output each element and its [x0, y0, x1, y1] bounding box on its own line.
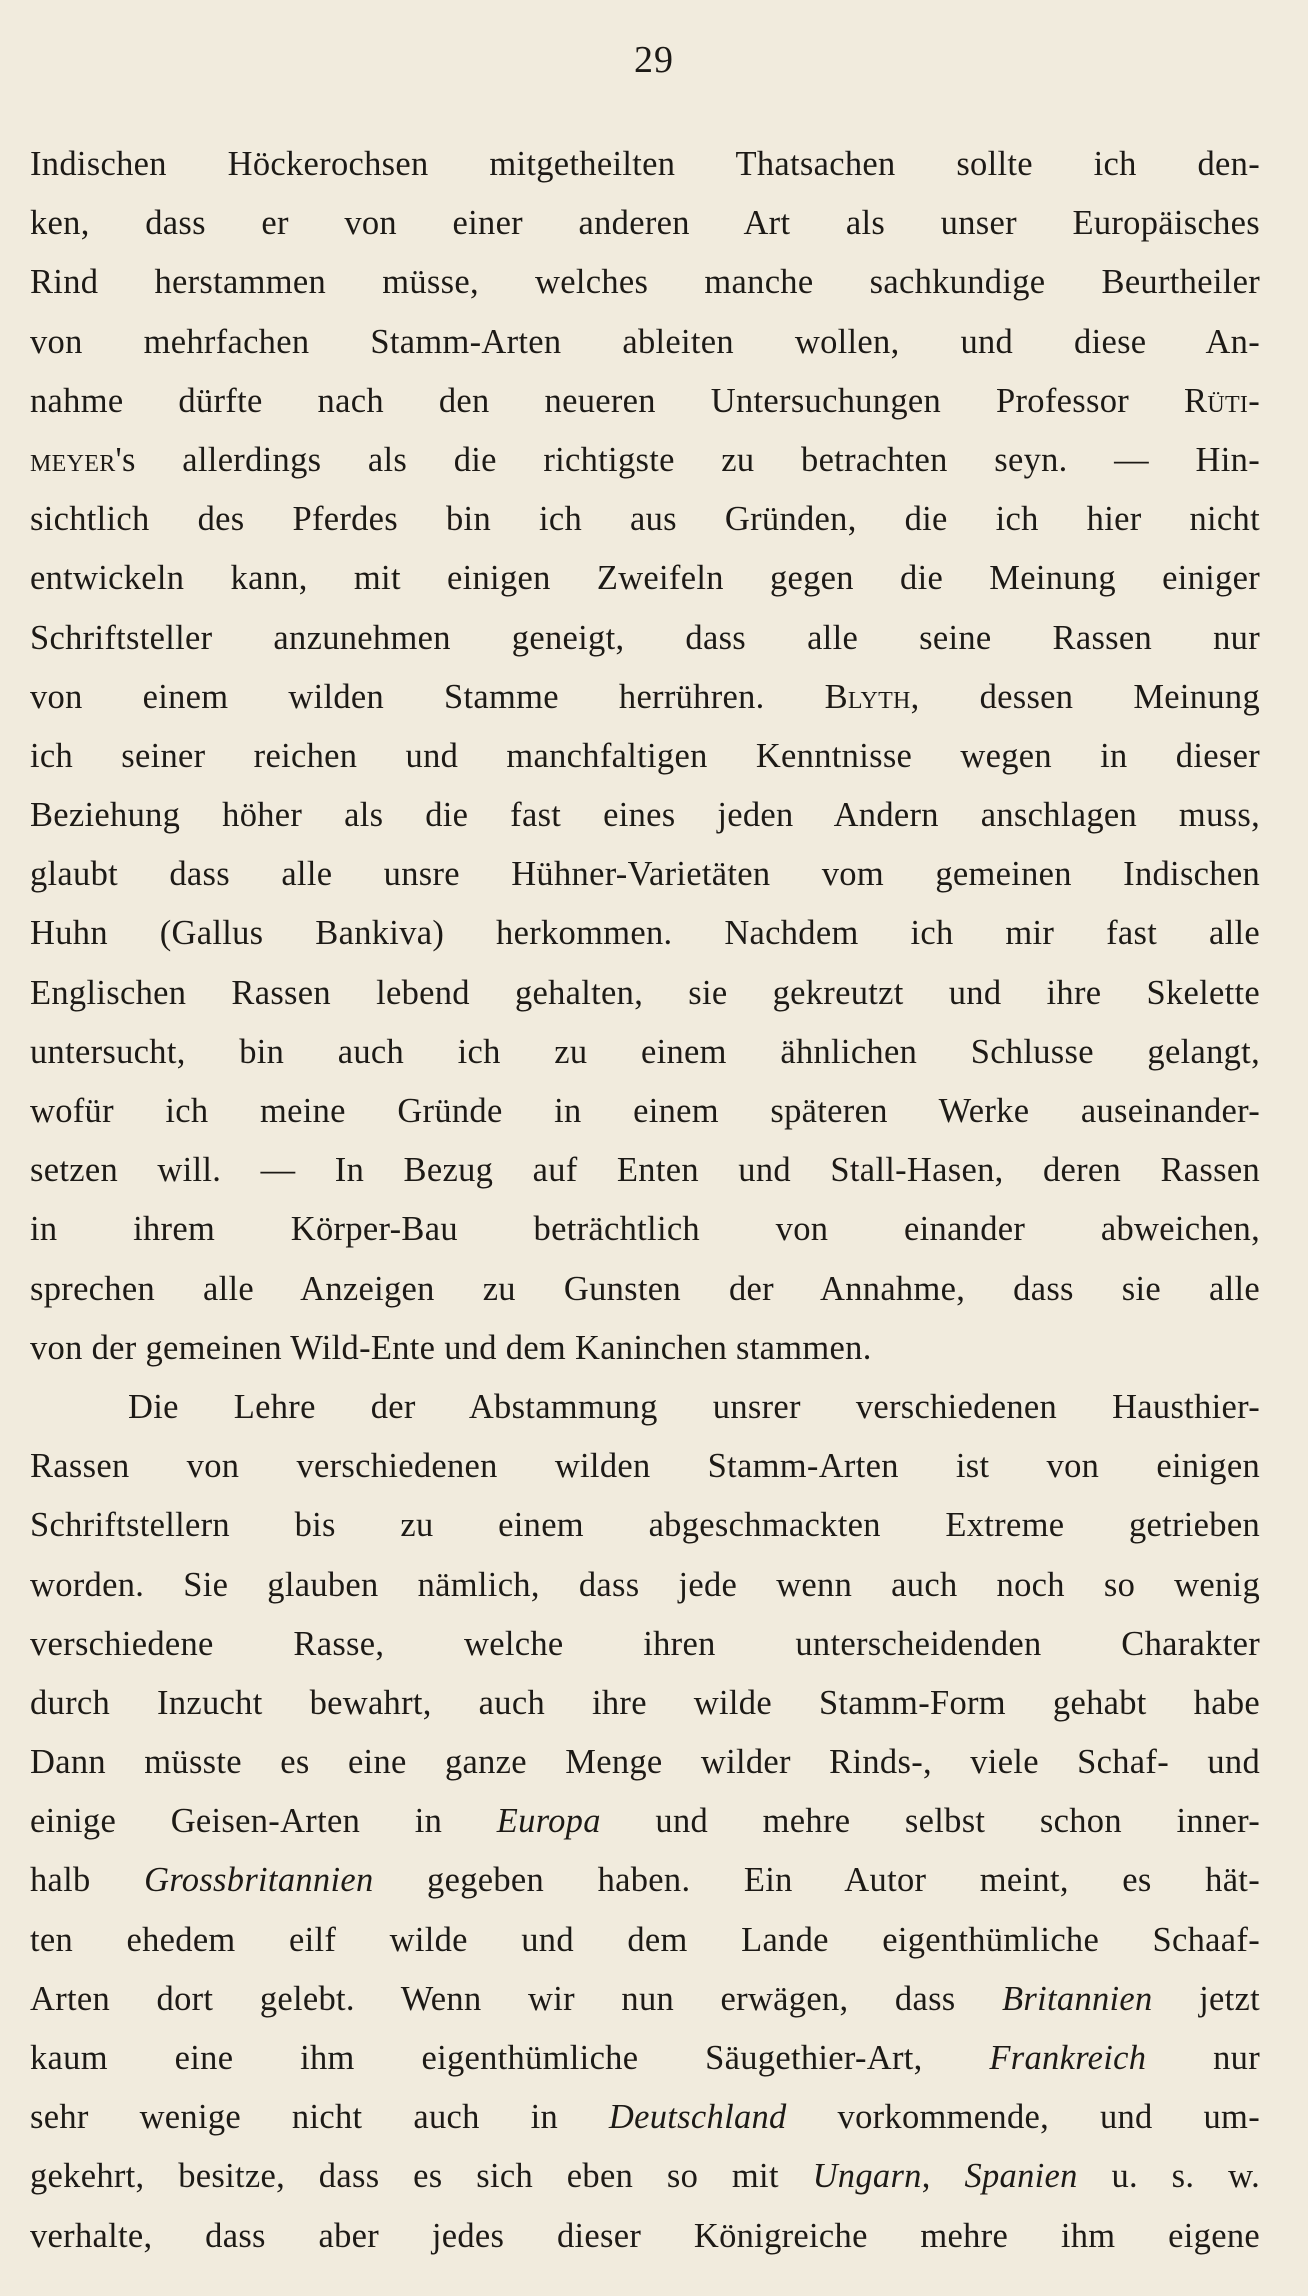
text-segment: Beziehung höher als die fast eines jeden Andern anschlagen muss, — [30, 796, 1260, 835]
text-line — [30, 135, 1260, 194]
text-segment: Schriftsteller anzunehmen geneigt, dass alle seine Rassen nur — [30, 618, 1260, 657]
text-segment: sprechen alle Anzeigen zu Gunsten der Annahme, dass sie alle — [30, 1269, 1260, 1308]
italic-text: Europa — [496, 1802, 601, 1841]
italic-text: Ungarn — [812, 2157, 922, 2196]
text-line — [30, 1260, 1260, 1319]
text-segment: , — [921, 2157, 965, 2196]
text-line — [30, 2088, 1260, 2147]
italic-text: Grossbritannien — [144, 1861, 374, 1900]
text-segment: sehr wenige nicht auch in — [30, 2098, 609, 2137]
text-segment: Dann müsste es eine ganze Menge wilder Rinds-, viele Schaf- und — [30, 1743, 1260, 1782]
text-line — [30, 964, 1260, 1023]
text-segment: von mehrfachen Stamm-Arten ableiten wollen, und diese An- — [30, 322, 1260, 361]
text-line — [30, 1023, 1260, 1082]
text-line — [30, 2207, 1260, 2266]
text-line — [30, 253, 1260, 312]
text-segment: worden. Sie glauben nämlich, dass jede wenn auch noch so wenig — [30, 1565, 1260, 1604]
text-segment: Rassen von verschiedenen wilden Stamm-Arten ist von einigen — [30, 1447, 1260, 1486]
text-segment: glaubt dass alle unsre Hühner-Varietäten vom gemeinen Indischen — [30, 855, 1260, 894]
text-segment: nahme dürfte nach den neueren Untersuchungen Professor — [30, 381, 1185, 420]
text-segment: einige Geisen-Arten in — [30, 1802, 497, 1841]
text-line — [30, 1615, 1260, 1674]
text-segment: 's allerdings als die richtigste zu betrachten seyn. — Hin- — [115, 440, 1260, 479]
text-segment: von einem wilden Stamme herrühren. — [30, 677, 825, 716]
text-segment: u. s. w. — [1077, 2157, 1260, 2196]
text-segment: Indischen Höckerochsen mitgetheilten Thatsachen sollte ich den- — [30, 145, 1260, 183]
body-text — [30, 135, 1260, 2266]
text-segment: jetzt — [1152, 1979, 1260, 2018]
italic-text: Deutschland — [608, 2098, 787, 2137]
text-line — [30, 1437, 1260, 1496]
text-segment: gekehrt, besitze, dass es sich eben so mit — [30, 2157, 813, 2196]
italic-text: Britannien — [1002, 1979, 1153, 2018]
text-segment: nur — [1146, 2039, 1260, 2077]
text-line — [30, 1496, 1260, 1555]
text-line — [30, 1141, 1260, 1200]
small-caps-name: Blyth — [824, 677, 911, 716]
text-segment: Rind herstammen müsse, welches manche sachkundige Beurtheiler — [30, 263, 1260, 302]
small-caps-name: meyer — [30, 440, 116, 479]
text-line — [30, 1792, 1260, 1851]
text-line — [30, 372, 1260, 431]
text-line — [30, 490, 1260, 549]
text-segment: Englischen Rassen lebend gehalten, sie gekreutzt und ihre Skelette — [30, 973, 1260, 1012]
text-segment: kaum eine ihm eigenthümliche Säugethier-Art, — [30, 2039, 990, 2077]
italic-text: Frankreich — [989, 2039, 1147, 2077]
text-line — [30, 313, 1260, 372]
text-segment: in ihrem Körper-Bau beträchtlich von einander abweichen, — [30, 1210, 1260, 1249]
text-segment: untersucht, bin auch ich zu einem ähnlichen Schlusse gelangt, — [30, 1032, 1260, 1071]
text-line — [30, 1200, 1260, 1259]
text-line — [30, 904, 1260, 963]
text-line — [30, 1674, 1260, 1733]
text-segment: , dessen Meinung — [910, 677, 1260, 716]
text-segment: Schriftstellern bis zu einem abgeschmackten Extreme getrieben — [30, 1506, 1260, 1545]
text-segment: setzen will. — In Bezug auf Enten und Stall-Hasen, deren Rassen — [30, 1151, 1260, 1190]
text-line — [30, 1851, 1260, 1910]
text-line — [30, 2029, 1260, 2088]
text-line — [30, 549, 1260, 608]
text-line — [30, 1082, 1260, 1141]
text-line — [30, 2147, 1260, 2206]
text-line — [30, 1911, 1260, 1970]
text-line — [30, 609, 1260, 668]
text-line — [30, 1556, 1260, 1615]
text-segment: vorkommende, und um- — [786, 2098, 1260, 2137]
text-line — [30, 1733, 1260, 1792]
text-segment: sichtlich des Pferdes bin ich aus Gründen, die ich hier nicht — [30, 500, 1260, 539]
text-line — [30, 845, 1260, 904]
text-segment: Die Lehre der Abstammung unsrer verschiedenen Hausthier- — [128, 1387, 1260, 1426]
text-segment: wofür ich meine Gründe in einem späteren Werke auseinander- — [30, 1092, 1260, 1130]
text-segment: und mehre selbst schon inner- — [600, 1802, 1260, 1841]
text-segment: gegeben haben. Ein Autor meint, es hät- — [373, 1861, 1260, 1900]
text-segment: ich seiner reichen und manchfaltigen Kenntnisse wegen in dieser — [30, 736, 1260, 775]
text-line — [30, 1378, 1260, 1437]
text-segment: ken, dass er von einer anderen Art als unser Europäisches — [30, 204, 1260, 243]
text-segment: verhalte, dass aber jedes dieser Königreiche mehre ihm eigene — [30, 2216, 1260, 2255]
text-line — [30, 1319, 1260, 1378]
text-segment: verschiedene Rasse, welche ihren unterscheidenden Charakter — [30, 1624, 1260, 1663]
small-caps-name: Rüti- — [1184, 381, 1260, 420]
text-line — [30, 727, 1260, 786]
text-line — [30, 431, 1260, 490]
text-line — [30, 668, 1260, 727]
page-number: 29 — [634, 39, 674, 81]
text-segment: Arten dort gelebt. Wenn wir nun erwägen, dass — [30, 1979, 1003, 2018]
text-line — [30, 786, 1260, 845]
text-segment: Huhn (Gallus Bankiva) herkommen. Nachdem ich mir fast alle — [30, 914, 1260, 953]
text-segment: durch Inzucht bewahrt, auch ihre wilde Stamm-Form gehabt habe — [30, 1683, 1260, 1722]
text-line — [30, 194, 1260, 253]
text-segment: von der gemeinen Wild-Ente und dem Kaninchen stammen. — [30, 1328, 872, 1367]
italic-text: Spanien — [964, 2157, 1078, 2196]
text-segment: halb — [30, 1861, 145, 1900]
text-line — [30, 1970, 1260, 2029]
text-segment: entwickeln kann, mit einigen Zweifeln gegen die Meinung einiger — [30, 559, 1260, 598]
text-segment: ten ehedem eilf wilde und dem Lande eigenthümliche Schaaf- — [30, 1920, 1260, 1959]
